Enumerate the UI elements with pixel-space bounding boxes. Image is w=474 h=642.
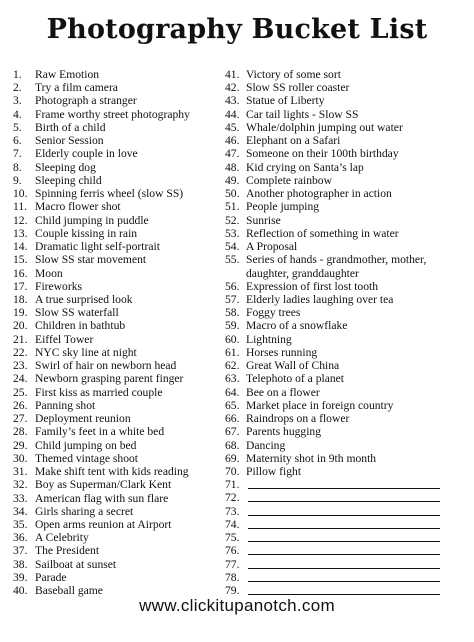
list-item-number: 52. [225, 213, 240, 227]
list-item [13, 531, 228, 544]
list-item-number: 40. [13, 584, 28, 598]
list-item-text: American flag with sun flare [35, 491, 169, 505]
list-item [13, 187, 228, 200]
list-item-number: 14. [13, 240, 28, 254]
list-item [13, 439, 228, 452]
bucket-list-right-column [225, 68, 470, 597]
list-item-text: Family’s feet in a white bed [35, 425, 165, 439]
list-item [13, 267, 228, 280]
list-item-text: Victory of some sort [246, 68, 341, 81]
list-item-text: Open arms reunion at Airport [35, 517, 172, 531]
list-item-text: Someone on their 100th birthday [246, 147, 399, 161]
list-item-text: Parents hugging [246, 425, 322, 439]
list-item-number: 67. [225, 425, 240, 439]
list-item-text: Telephoto of a planet [246, 372, 345, 386]
list-item-number: 42. [225, 81, 240, 95]
list-item-number: 10. [13, 187, 28, 201]
list-item-number: 64. [225, 385, 240, 399]
list-item [225, 478, 470, 491]
list-item-number: 62. [225, 359, 240, 373]
list-item-text: Eiffel Tower [35, 332, 94, 346]
list-item [225, 134, 470, 147]
list-item-number: 77. [225, 557, 240, 571]
list-item-number: 27. [13, 412, 28, 426]
list-item-number: 37. [13, 544, 28, 558]
list-item [225, 108, 470, 121]
list-item-number: 51. [225, 200, 240, 214]
list-item-number: 47. [225, 147, 240, 161]
list-item-number: 28. [13, 425, 28, 439]
list-item [13, 306, 228, 319]
list-item [225, 187, 470, 200]
list-item-number: 6. [13, 134, 22, 148]
list-item-text: Children in bathtub [35, 319, 126, 333]
list-item-text: Child jumping in puddle [35, 213, 149, 227]
list-item [13, 465, 228, 478]
list-item-number: 3. [13, 94, 22, 108]
blank-line [248, 518, 440, 529]
list-item-text: Slow SS roller coaster [246, 81, 350, 95]
list-item-text: Moon [35, 266, 63, 280]
list-item-text: Deployment reunion [35, 412, 131, 426]
list-item [225, 333, 470, 346]
list-item [13, 386, 228, 399]
list-item-text: Statue of Liberty [246, 94, 325, 108]
list-item [13, 147, 228, 160]
list-item-text: Market place in foreign country [246, 398, 394, 412]
list-item-number: 13. [13, 226, 28, 240]
page-title: Photography Bucket List [46, 14, 428, 45]
list-item-number: 23. [13, 359, 28, 373]
list-item-number: 19. [13, 306, 28, 320]
list-item [13, 293, 228, 306]
list-item [13, 280, 228, 293]
list-item [13, 558, 228, 571]
blank-line [248, 478, 440, 489]
list-item-number: 72. [225, 491, 240, 505]
list-item-text: Newborn grasping parent finger [35, 372, 184, 386]
list-item-number: 25. [13, 385, 28, 399]
list-item [13, 214, 228, 227]
list-item-number: 22. [13, 345, 28, 359]
list-item-number: 7. [13, 147, 22, 161]
list-item-number: 18. [13, 292, 28, 306]
list-item [225, 544, 470, 557]
list-item-number: 39. [13, 570, 28, 584]
list-item-number: 1. [13, 68, 22, 81]
list-item [13, 333, 228, 346]
list-item-number: 57. [225, 292, 240, 306]
list-item [13, 200, 228, 213]
list-item [13, 412, 228, 425]
blank-line [248, 505, 440, 516]
list-item [13, 319, 228, 332]
blank-line [248, 491, 440, 502]
list-item-text: Couple kissing in rain [35, 226, 138, 240]
list-item [225, 161, 470, 174]
list-item-number: 26. [13, 398, 28, 412]
list-item [13, 81, 228, 94]
list-item [13, 492, 228, 505]
list-item-number: 30. [13, 451, 28, 465]
list-item-text: Foggy trees [246, 306, 301, 320]
list-item [13, 359, 228, 372]
list-item-text: Horses running [246, 345, 318, 359]
list-item [225, 253, 470, 279]
list-item-text: A Proposal [246, 240, 298, 254]
list-item-text: Frame worthy street photography [35, 107, 190, 121]
blank-line [248, 571, 440, 582]
list-item-text: Maternity shot in 9th month [246, 451, 377, 465]
list-item-number: 66. [225, 412, 240, 426]
list-item-number: 49. [225, 173, 240, 187]
list-item-number: 75. [225, 531, 240, 545]
list-item [13, 425, 228, 438]
list-item [225, 505, 470, 518]
list-item [225, 174, 470, 187]
list-item [225, 214, 470, 227]
list-item [225, 359, 470, 372]
list-item-number: 78. [225, 570, 240, 584]
list-item-text: Parade [35, 570, 67, 584]
footer-url: www.clickitupanotch.com [139, 596, 335, 615]
list-item-number: 35. [13, 517, 28, 531]
list-item-number: 9. [13, 173, 22, 187]
list-item-text: Child jumping on bed [35, 438, 137, 452]
list-item [225, 280, 470, 293]
list-item-number: 24. [13, 372, 28, 386]
list-item-number: 73. [225, 504, 240, 518]
list-item-number: 50. [225, 187, 240, 201]
list-item-text: Whale/dolphin jumping out water [246, 120, 403, 134]
list-item-text: Reflection of something in water [246, 226, 399, 240]
list-item [13, 571, 228, 584]
list-item-text: Dancing [246, 438, 286, 452]
list-item [225, 227, 470, 240]
list-item-text: The President [35, 544, 100, 558]
list-item-number: 60. [225, 332, 240, 346]
list-item-text: First kiss as married couple [35, 385, 163, 399]
list-item-text: Swirl of hair on newborn head [35, 359, 177, 373]
list-item [225, 346, 470, 359]
list-item-number: 11. [13, 200, 28, 214]
list-item [225, 491, 470, 504]
list-item [225, 425, 470, 438]
list-item [225, 147, 470, 160]
list-item-text: Great Wall of China [246, 359, 340, 373]
list-item [225, 465, 470, 478]
list-item-text: Try a film camera [35, 81, 118, 95]
list-item [13, 240, 228, 253]
list-item-text: Bee on a flower [246, 385, 320, 399]
list-item-number: 46. [225, 134, 240, 148]
list-item [225, 68, 470, 81]
list-item-text: Girls sharing a secret [35, 504, 134, 518]
list-item [13, 121, 228, 134]
list-item-number: 36. [13, 531, 28, 545]
list-item-number: 71. [225, 478, 240, 492]
list-item [225, 319, 470, 332]
list-item-text: Kid crying on Santa’s lap [246, 160, 364, 174]
list-item [13, 134, 228, 147]
list-item [13, 544, 228, 557]
list-item [13, 68, 228, 81]
list-item [225, 518, 470, 531]
list-item-number: 16. [13, 266, 28, 280]
list-item-number: 58. [225, 306, 240, 320]
list-item-number: 21. [13, 332, 28, 346]
list-item-number: 65. [225, 398, 240, 412]
list-item-text: NYC sky line at night [35, 345, 137, 359]
list-item-text: Baseball game [35, 584, 103, 598]
list-item-text: Elephant on a Safari [246, 134, 341, 148]
list-item-number: 32. [13, 478, 28, 492]
list-item-text: Senior Session [35, 134, 104, 148]
list-item-number: 44. [225, 107, 240, 121]
list-item-number: 34. [13, 504, 28, 518]
list-item-text: Macro flower shot [35, 200, 121, 214]
list-item [13, 372, 228, 385]
list-item-number: 2. [13, 81, 22, 95]
list-item-text: Sailboat at sunset [35, 557, 117, 571]
list-item-number: 54. [225, 240, 240, 254]
list-item-text: Panning shot [35, 398, 96, 412]
list-item [225, 240, 470, 253]
list-item-number: 33. [13, 491, 28, 505]
list-item-text: A Celebrity [35, 531, 89, 545]
list-item-number: 38. [13, 557, 28, 571]
list-item [225, 94, 470, 107]
list-item-text: Lightning [246, 332, 292, 346]
list-item [13, 108, 228, 121]
blank-line [248, 531, 440, 542]
list-item-text: Spinning ferris wheel (slow SS) [35, 187, 184, 201]
list-item [225, 571, 470, 584]
list-item [225, 372, 470, 385]
list-item-number: 56. [225, 279, 240, 293]
list-item [13, 94, 228, 107]
bucket-list-left-column [13, 68, 228, 597]
list-item-text: Car tail lights - Slow SS [246, 107, 359, 121]
list-item-text: Sleeping child [35, 173, 102, 187]
list-item [225, 306, 470, 319]
list-item-number: 41. [225, 68, 240, 81]
list-item-number: 4. [13, 107, 22, 121]
list-item-text: Photograph a stranger [35, 94, 137, 108]
list-item [13, 253, 228, 266]
list-item [13, 399, 228, 412]
list-item-number: 63. [225, 372, 240, 386]
list-item-text: Boy as Superman/Clark Kent [35, 478, 172, 492]
list-item-number: 17. [13, 279, 28, 293]
list-item-text: Pillow fight [246, 465, 302, 479]
list-item-text: Sunrise [246, 213, 281, 227]
list-item-number: 68. [225, 438, 240, 452]
list-item [13, 174, 228, 187]
list-item [13, 346, 228, 359]
list-item-text: People jumping [246, 200, 320, 214]
list-item-text: Elderly couple in love [35, 147, 138, 161]
list-item-number: 12. [13, 213, 28, 227]
list-item-text: Themed vintage shoot [35, 451, 139, 465]
list-item-text: Dramatic light self-portrait [35, 240, 160, 254]
list-item-number: 45. [225, 120, 240, 134]
list-item-number: 59. [225, 319, 240, 333]
list-item-number: 20. [13, 319, 28, 333]
list-item [225, 81, 470, 94]
blank-line [248, 584, 440, 595]
list-item-number: 43. [225, 94, 240, 108]
list-item-text: Series of hands - grandmother, mother, daughter, granddaughter [246, 253, 427, 280]
list-item-text: Another photographer in action [246, 187, 392, 201]
list-item-number: 5. [13, 120, 22, 134]
list-item [13, 478, 228, 491]
list-item-number: 48. [225, 160, 240, 174]
list-item-number: 74. [225, 517, 240, 531]
list-item [13, 452, 228, 465]
list-item [13, 505, 228, 518]
list-item-number: 29. [13, 438, 28, 452]
list-item [225, 558, 470, 571]
list-item-number: 69. [225, 451, 240, 465]
list-item-text: Make shift tent with kids reading [35, 465, 189, 479]
list-item-text: Slow SS waterfall [35, 306, 119, 320]
list-item-number: 61. [225, 345, 240, 359]
list-item-number: 55. [225, 253, 240, 267]
list-item [13, 161, 228, 174]
list-item [225, 386, 470, 399]
list-item-number: 79. [225, 584, 240, 598]
list-item-number: 31. [13, 465, 28, 479]
list-item-text: Sleeping dog [35, 160, 96, 174]
list-item-text: Elderly ladies laughing over tea [246, 292, 394, 306]
list-item-text: Slow SS star movement [35, 253, 147, 267]
list-item-text: Fireworks [35, 279, 83, 293]
list-item [225, 399, 470, 412]
list-item [225, 200, 470, 213]
list-item-text: Macro of a snowflake [246, 319, 348, 333]
list-item [225, 531, 470, 544]
list-item-number: 15. [13, 253, 28, 267]
list-item [225, 452, 470, 465]
list-item-text: Birth of a child [35, 120, 106, 134]
list-item-text: Complete rainbow [246, 173, 332, 187]
list-item [225, 439, 470, 452]
list-item-text: Expression of first lost tooth [246, 279, 379, 293]
list-item-number: 8. [13, 160, 22, 174]
list-item-text: A true surprised look [35, 292, 133, 306]
list-item [13, 227, 228, 240]
list-item-number: 70. [225, 465, 240, 479]
list-item [225, 121, 470, 134]
blank-line [248, 558, 440, 569]
blank-line [248, 544, 440, 555]
list-item-text: Raindrops on a flower [246, 412, 350, 426]
list-item [225, 293, 470, 306]
list-item-number: 53. [225, 226, 240, 240]
list-item-text: Raw Emotion [35, 68, 100, 81]
list-item [225, 412, 470, 425]
list-item-number: 76. [225, 544, 240, 558]
list-item [13, 518, 228, 531]
